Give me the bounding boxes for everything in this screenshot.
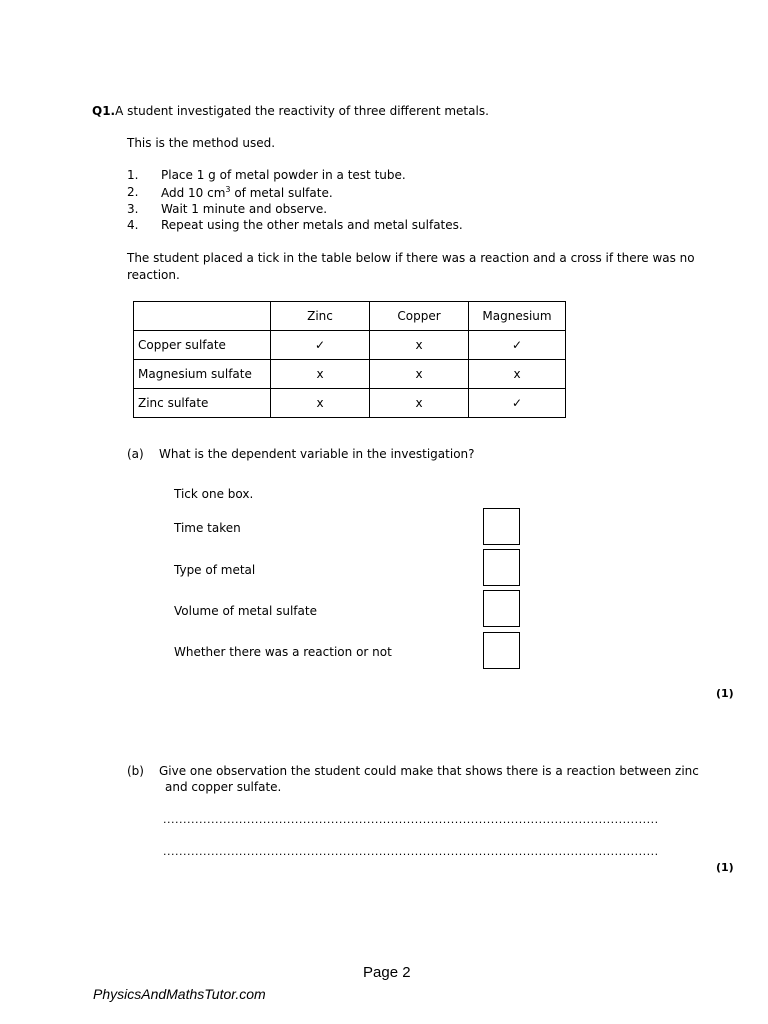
result-mark: x	[271, 389, 370, 418]
superscript: 3	[225, 185, 231, 194]
step-text: Add 10 $cm^3$ of metal sulfate.	[161, 185, 333, 200]
part-a-instruction: Tick one box.	[174, 487, 254, 501]
question-intro: A student investigated the reactivity of three different metals.	[115, 104, 489, 118]
row-label: Zinc sulfate	[134, 389, 271, 418]
answer-line[interactable]: ............................................................................................................................	[163, 813, 659, 826]
part-b-question-line1: Give one observation the student could make that shows there is a reaction between zinc	[159, 764, 699, 778]
option-label: Type of metal	[174, 563, 256, 577]
tick-box[interactable]	[483, 508, 520, 545]
row-label: Magnesium sulfate	[134, 360, 271, 389]
tick-box[interactable]	[483, 590, 520, 627]
result-mark: x	[370, 331, 469, 360]
step-number: 2.	[127, 185, 139, 199]
result-mark: x	[271, 360, 370, 389]
step-text: Place 1 g of metal powder in a test tube.	[161, 168, 406, 182]
option-label: Time taken	[174, 521, 241, 535]
site-name: PhysicsAndMathsTutor.com	[93, 986, 266, 1002]
question-number: Q1.	[92, 104, 116, 118]
step-text: Wait 1 minute and observe.	[161, 202, 328, 216]
part-a-marks: (1)	[716, 687, 734, 700]
table-row	[134, 389, 566, 418]
row-label: Copper sulfate	[134, 331, 271, 360]
table-intro-line2: reaction.	[127, 268, 180, 282]
question-heading	[92, 104, 489, 118]
table-header-row	[134, 302, 566, 331]
result-mark: ✓	[469, 331, 566, 360]
option-label: Volume of metal sulfate	[174, 604, 317, 618]
part-b-label: (b)	[127, 764, 144, 778]
column-header-zinc: Zinc	[271, 302, 370, 331]
part-a-label: (a)	[127, 447, 144, 461]
tick-box[interactable]	[483, 632, 520, 669]
part-b-question-line2: and copper sulfate.	[165, 780, 282, 794]
step-number: 4.	[127, 218, 139, 232]
result-mark: x	[370, 389, 469, 418]
result-mark: ✓	[469, 389, 566, 418]
result-mark: ✓	[271, 331, 370, 360]
option-label: Whether there was a reaction or not	[174, 645, 392, 659]
step-text: Repeat using the other metals and metal sulfates.	[161, 218, 463, 232]
table-row	[134, 331, 566, 360]
table-intro-line1: The student placed a tick in the table below if there was a reaction and a cross if there was no	[127, 251, 695, 265]
table-corner-cell	[134, 302, 271, 331]
tick-box[interactable]	[483, 549, 520, 586]
results-table	[133, 301, 566, 418]
column-header-magnesium: Magnesium	[469, 302, 566, 331]
step-number: 1.	[127, 168, 139, 182]
part-a-question: What is the dependent variable in the investigation?	[159, 447, 475, 461]
page-number: Page 2	[363, 964, 411, 981]
result-mark: x	[469, 360, 566, 389]
method-heading: This is the method used.	[127, 136, 276, 150]
answer-line[interactable]: ............................................................................................................................	[163, 845, 659, 858]
table-row	[134, 360, 566, 389]
column-header-copper: Copper	[370, 302, 469, 331]
part-b-marks: (1)	[716, 861, 734, 874]
step-number: 3.	[127, 202, 139, 216]
result-mark: x	[370, 360, 469, 389]
